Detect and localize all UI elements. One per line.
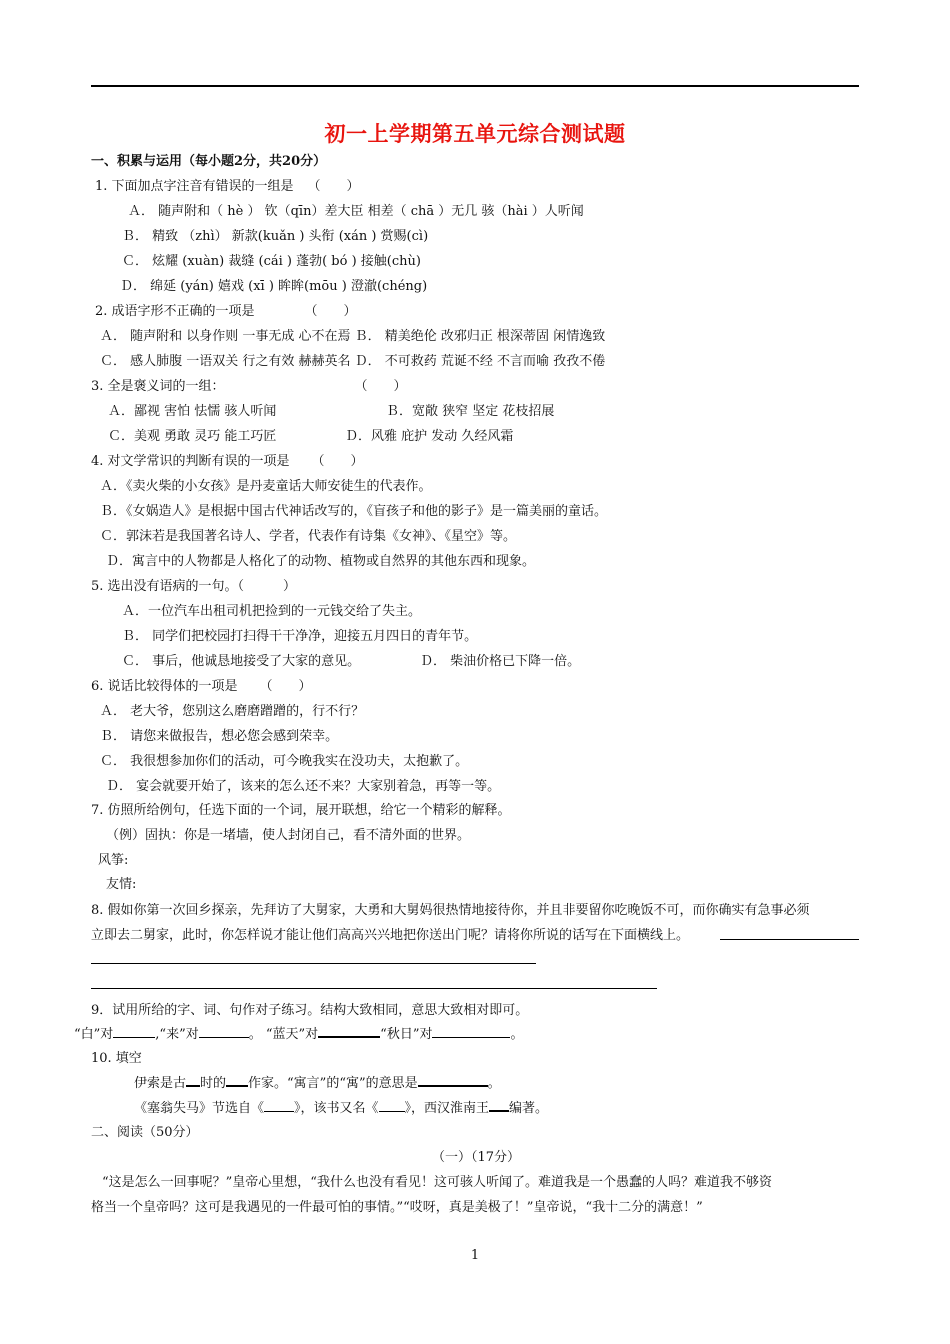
- q10-stem: 10. 填空: [91, 1051, 142, 1066]
- q10-l2-d: 编著。: [509, 1101, 549, 1116]
- q1-stem-text: 1. 下面加点字注音有错误的一组是: [95, 179, 294, 194]
- q7-word-2: 友情:: [106, 877, 137, 892]
- q10-l2-c: 》，西汉淮南王: [404, 1101, 490, 1116]
- q3-option-b: Ｂ．宽敞 狭窄 坚定 花枝招展: [386, 404, 555, 419]
- q2-stem: [95, 303, 357, 321]
- q2-stem-text: 2. 成语字形不正确的一项是: [95, 304, 255, 319]
- q3-answer-paren: （ ）: [354, 379, 407, 394]
- q5-option-b: Ｂ． 同学们把校园打扫得干干净净，迎接五月四日的青年节。: [122, 629, 478, 644]
- q7-word-1: 风筝:: [98, 853, 129, 868]
- q6-option-a: Ａ． 老大爷，您别这么磨磨蹭蹭的，行不行？: [100, 704, 365, 719]
- q2-options-cd: Ｃ． 感人肺腹 一语双关 行之有效 赫赫英名 Ｄ． 不可救药 荒诞不经 不言而喻 孜孜不倦: [100, 354, 606, 369]
- q10-l1-d: 。: [487, 1076, 501, 1091]
- q8-answer-blank-1[interactable]: [720, 939, 859, 940]
- q10-l1-b: 时的: [200, 1076, 227, 1091]
- q9-part-4: “秋日”对: [380, 1027, 433, 1042]
- q10-line-2: [134, 1100, 548, 1118]
- page-title: 初一上学期第五单元综合测试题: [324, 121, 626, 146]
- q3-option-c: Ｃ．美观 勇敢 灵巧 能工巧匠: [108, 429, 277, 444]
- q9-pairs: [74, 1026, 523, 1044]
- q4-stem-text: 4. 对文学常识的判断有误的一项是: [91, 454, 290, 469]
- q1-option-d: Ｄ． 绵延 (yán) 嬉戏 (xī ) 眸眸(mōu ) 澄澈(chéng): [120, 279, 428, 294]
- q10-blank-6[interactable]: [489, 1110, 509, 1112]
- q4-answer-paren: （ ）: [311, 454, 364, 469]
- q6-option-d: Ｄ． 宴会就要开始了，该来的怎么还不来？大家别着急，再等一等。: [106, 779, 501, 794]
- q4-option-d: Ｄ．寓言中的人物都是人格化了的动物、植物或自然界的其他东西和现象。: [106, 554, 536, 569]
- q10-blank-3[interactable]: [418, 1085, 488, 1087]
- q10-blank-4[interactable]: [264, 1111, 294, 1112]
- q1-option-b: Ｂ． 精致 （zhì） 新款(kuǎn ) 头衔 (xán ) 赏赐(cì): [122, 229, 429, 244]
- q3-option-a: Ａ．鄙视 害怕 怯懦 骇人听闻: [108, 404, 277, 419]
- q6-answer-paren: （ ）: [259, 679, 312, 694]
- q3-option-d: Ｄ．风雅 庇护 发动 久经风霜: [345, 429, 514, 444]
- q6-stem: [91, 678, 312, 696]
- q9-blank-2[interactable]: [199, 1037, 249, 1038]
- q2-answer-paren: （ ）: [304, 304, 357, 319]
- q1-answer-paren: （ ）: [307, 179, 360, 194]
- q10-blank-2[interactable]: [226, 1085, 248, 1087]
- q8-answer-blank-3[interactable]: [91, 988, 657, 989]
- q8-answer-blank-2[interactable]: [91, 963, 536, 964]
- q4-option-a: Ａ．《卖火柴的小女孩》是丹麦童话大师安徒生的代表作。: [100, 479, 432, 494]
- q9-blank-4[interactable]: [432, 1037, 510, 1038]
- q9-part-5: 。: [510, 1027, 524, 1042]
- q10-l2-b: 》，该书又名《: [294, 1101, 379, 1116]
- q5-option-d: Ｄ． 柴油价格已下降一倍。: [420, 654, 581, 669]
- q4-option-c: Ｃ．郭沫若是我国著名诗人、学者，代表作有诗集《女神》、《星空》等。: [100, 529, 517, 544]
- q10-l1-a: 伊索是古: [134, 1076, 187, 1091]
- reading-1-heading: （一）（17分）: [432, 1150, 521, 1165]
- section-2-heading: 二、阅读（50分）: [91, 1125, 199, 1140]
- q5-option-a: Ａ．一位汽车出租司机把捡到的一元钱交给了失主。: [122, 604, 422, 619]
- q9-part-2: ,“来”对: [155, 1027, 199, 1042]
- q4-option-b: Ｂ．《女娲造人》是根据中国古代神话改写的，《盲孩子和他的影子》是一篇美丽的童话。: [100, 504, 608, 519]
- q1-option-a: Ａ． 随声附和（ hè ） 钦（qīn）差大臣 相差（ chā ）无几 骇（hài ）人听闻: [128, 204, 584, 219]
- q9-blank-3[interactable]: [318, 1036, 380, 1038]
- reading-1-paragraph-line-2: 格当一个皇帝吗？这可是我遇见的一件最可怕的事情。”“哎呀，真是美极了！”皇帝说，“我十二分的满意！”: [91, 1200, 703, 1215]
- q7-stem: 7. 仿照所给例句，任选下面的一个词，展开联想，给它一个精彩的解释。: [91, 803, 511, 818]
- q6-stem-text: 6. 说话比较得体的一项是: [91, 679, 238, 694]
- q8-line-1: 8. 假如你第一次回乡探亲，先拜访了大舅家，大勇和大舅妈很热情地接待你，并且非要留你吃晚饭不可，而你确实有急事必须: [91, 903, 810, 918]
- q9-part-3: 。 “蓝天”对: [248, 1027, 319, 1042]
- q4-stem: [91, 453, 364, 471]
- q3-stem: [91, 378, 407, 396]
- q5-stem: 5. 选出没有语病的一句。（ ）: [91, 579, 297, 594]
- section-1-heading: 一、积累与运用（每小题2分，共20分）: [91, 154, 327, 169]
- header-rule: [91, 85, 859, 87]
- q8-line-2: 立即去二舅家，此时，你怎样说才能让他们高高兴兴地把你送出门呢？请将你所说的话写在下面横线上。: [91, 928, 690, 943]
- q6-option-b: Ｂ． 请您来做报告，想必您会感到荣幸。: [100, 729, 339, 744]
- q3-stem-text: 3. 全是褒义词的一组：: [91, 379, 225, 394]
- q5-option-c: Ｃ． 事后，他诚恳地接受了大家的意见。: [122, 654, 361, 669]
- q10-l1-c: 作家。“寓言”的“寓”的意思是: [248, 1076, 418, 1091]
- q10-blank-1[interactable]: [186, 1085, 200, 1087]
- q2-options-ab: Ａ． 随声附和 以身作则 一事无成 心不在焉 Ｂ． 精美绝伦 改邪归正 根深蒂固 闲情逸致: [100, 329, 606, 344]
- q6-option-c: Ｃ． 我很想参加你们的活动，可今晚我实在没功夫，太抱歉了。: [100, 754, 469, 769]
- q10-blank-5[interactable]: [379, 1111, 405, 1112]
- q1-option-c: Ｃ． 炫耀 (xuàn) 裁缝 (cái ) 蓬勃( bó ) 接触(chù): [122, 254, 421, 269]
- q9-part-1: “白”对: [74, 1027, 114, 1042]
- q7-example: （例）固执：你是一堵墙，使人封闭自己，看不清外面的世界。: [106, 828, 471, 843]
- q10-line-1: [134, 1075, 501, 1093]
- page-number: 1: [470, 1248, 480, 1263]
- q1-stem: [95, 178, 360, 196]
- reading-1-paragraph-line-1: “这是怎么一回事呢？”皇帝心里想，“我什么也没有看见！这可骇人听闻了。难道我是一个愚蠢的人吗？难道我不够资: [102, 1175, 772, 1190]
- q9-stem: 9．试用所给的字、词、句作对子练习。结构大致相同，意思大致相对即可。: [91, 1003, 529, 1018]
- q9-blank-1[interactable]: [113, 1037, 155, 1038]
- q10-l2-a: 《塞翁失马》节选自《: [134, 1101, 265, 1116]
